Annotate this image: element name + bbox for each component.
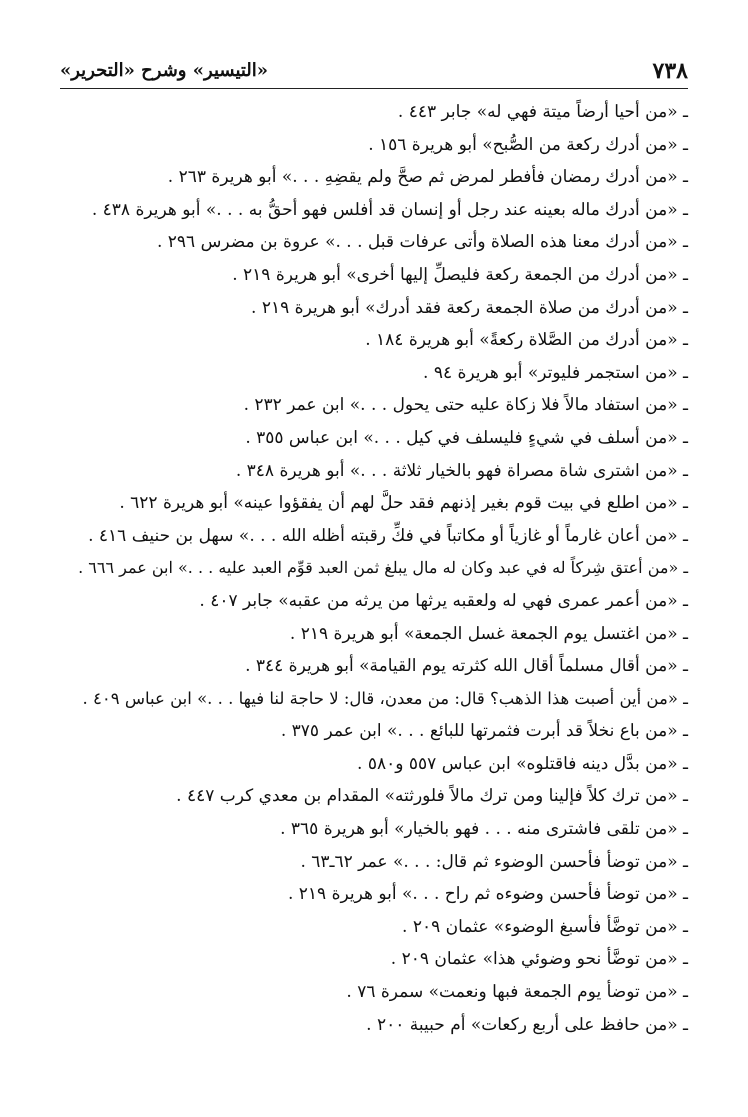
- running-title: «التيسير» وشرح «التحرير»: [60, 60, 269, 81]
- index-entry: ـ «من أدرك من الجمعة ركعة فليصلِّ إليها أخرى» أبو هريرة ٢١٩ .: [232, 264, 688, 285]
- index-entry: ـ «من أحيا أرضاً ميتة فهي له» جابر ٤٤٣ .: [397, 102, 688, 122]
- index-entry: ـ «من ترك كلاً فإلينا ومن ترك مالاً فلورثته» المقدام بن معدي كرب ٤٤٧ .: [176, 786, 688, 807]
- index-entry: ـ «من أدرك من صلاة الجمعة ركعة فقد أدرك» أبو هريرة ٢١٩ .: [251, 297, 688, 318]
- index-entry: ـ «من توضَّأ فأسبغ الوضوء» عثمان ٢٠٩ .: [402, 916, 688, 937]
- index-entry: ـ «من توضأ فأحسن الوضوء ثم قال: . . .» عمر ٦٢ـ٦٣ .: [300, 851, 688, 872]
- index-entry: ـ «من اشترى شاة مصراة فهو بالخيار ثلاثة . . .» أبو هريرة ٣٤٨ .: [235, 460, 688, 481]
- index-entry: ـ «من باع نخلاً قد أبرت فثمرتها للبائع . . .» ابن عمر ٣٧٥ .: [280, 721, 688, 742]
- index-entry: ـ «من أدرك معنا هذه الصلاة وأتى عرفات قبل . . .» عروة بن مضرس ٢٩٦ .: [156, 232, 688, 253]
- index-entry: ـ «من توضأ يوم الجمعة فبها ونعمت» سمرة ٧٦ .: [346, 982, 688, 1003]
- index-entry: ـ «من تلقى فاشترى منه . . . فهو بالخيار» أبو هريرة ٣٦٥ .: [280, 819, 688, 840]
- hadith-index-list: [68, 96, 688, 1041]
- index-entry: ـ «من أقال مسلماً أقال الله كثرته يوم القيامة» أبو هريرة ٣٤٤ .: [245, 656, 688, 677]
- index-entry: ـ «من أعمر عمرى فهي له ولعقبه يرثها من يرثه من عقبه» جابر ٤٠٧ .: [199, 590, 688, 611]
- index-entry: ـ «من أدرك من الصَّلاة ركعةً» أبو هريرة ١٨٤ .: [365, 330, 688, 351]
- index-entry: ـ «من اغتسل يوم الجمعة غسل الجمعة» أبو هريرة ٢١٩ .: [289, 623, 688, 644]
- page-header: [60, 52, 688, 88]
- page-number: ٧٣٨: [652, 58, 688, 84]
- index-entry: ـ «من استجمر فليوتر» أبو هريرة ٩٤ .: [423, 362, 688, 383]
- index-entry: ـ «من اطلع في بيت قوم بغير إذنهم فقد حلَّ لهم أن يفقؤوا عينه» أبو هريرة ٦٢٢ .: [119, 493, 688, 514]
- index-entry: ـ «من حافظ على أربع ركعات» أم حبيبة ٢٠٠ .: [366, 1014, 688, 1035]
- index-entry: ـ «من أعتق شِركاً له في عبد وكان له مال يبلغ ثمن العبد قوِّم العبد عليه . . .» ابن عمر ٦٦٦ .: [78, 558, 688, 578]
- index-entry: ـ «من استفاد مالاً فلا زكاة عليه حتى يحول . . .» ابن عمر ٢٣٢ .: [243, 395, 688, 416]
- index-entry: ـ «من أدرك رمضان فأفطر لمرض ثم صحَّ ولم يقضِهِ . . .» أبو هريرة ٢٦٣ .: [167, 167, 688, 188]
- index-entry: ـ «من أسلف في شيءٍ فليسلف في كيل . . .» ابن عباس ٣٥٥ .: [245, 427, 688, 448]
- index-entry: ـ «من أدرك ماله بعينه عند رجل أو إنسان قد أفلس فهو أحقُّ به . . .» أبو هريرة ٤٣٨ .: [91, 199, 688, 220]
- header-divider: [60, 88, 688, 89]
- index-entry: ـ «من أدرك ركعة من الصُّبح» أبو هريرة ١٥٦ .: [368, 134, 688, 155]
- index-entry: ـ «من أين أصبت هذا الذهب؟ قال: من معدن، قال: لا حاجة لنا فيها . . .» ابن عباس ٤٠٩ .: [82, 688, 688, 708]
- index-entry: ـ «من بدَّل دينه فاقتلوه» ابن عباس ٥٥٧ و٥٨٠ .: [357, 753, 688, 774]
- index-entry: ـ «من أعان غارماً أو غازياً أو مكاتباً في فكِّ رقبته أظله الله . . .» سهل بن حنيف ٤١٦ .: [88, 525, 688, 546]
- index-entry: ـ «من توضَّأ نحو وضوئي هذا» عثمان ٢٠٩ .: [390, 949, 688, 970]
- index-entry: ـ «من توضأ فأحسن وضوءه ثم راح . . .» أبو هريرة ٢١٩ .: [287, 884, 688, 905]
